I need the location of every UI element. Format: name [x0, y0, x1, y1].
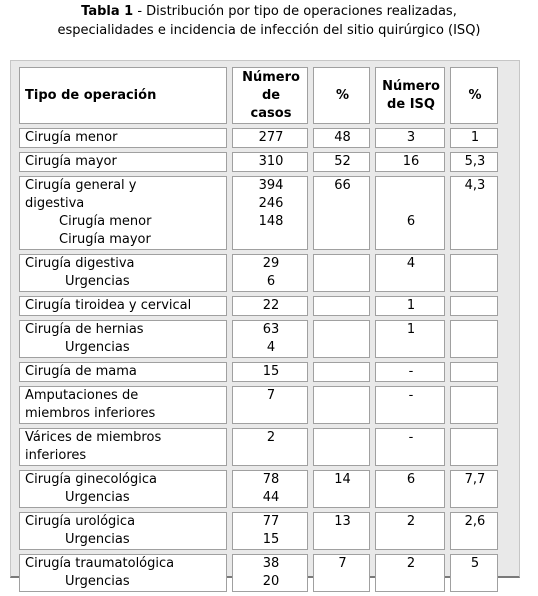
isq-pct-cell — [450, 428, 498, 466]
operation-name-cell: Cirugía tiroidea y cervical — [19, 296, 227, 316]
table-row — [19, 254, 498, 292]
cases-pct-cell — [313, 428, 370, 466]
cases-cell: 77 15 — [232, 512, 308, 550]
operation-name-cell: Várices de miembros inferiores — [19, 428, 227, 466]
header-pct-isq: % — [450, 67, 498, 124]
isq-pct-cell — [450, 362, 498, 382]
table-caption — [0, 2, 538, 40]
isq-cell: 2 — [375, 512, 445, 550]
operation-name-cell: Cirugía de hernias Urgencias — [19, 320, 227, 358]
cases-cell: 310 — [232, 152, 308, 172]
isq-cell: - — [375, 428, 445, 466]
isq-cell: 2 — [375, 554, 445, 592]
isq-pct-cell: 5,3 — [450, 152, 498, 172]
table-row — [19, 176, 498, 250]
table-row — [19, 296, 498, 316]
operation-name-cell: Cirugía digestiva Urgencias — [19, 254, 227, 292]
cases-cell: 15 — [232, 362, 308, 382]
caption-label: Tabla 1 — [81, 4, 134, 19]
cases-cell: 29 6 — [232, 254, 308, 292]
header-tipo: Tipo de operación — [19, 67, 227, 124]
isq-cell: 1 — [375, 320, 445, 358]
operation-name-cell: Cirugía general y digestiva Cirugía menor Cirugía mayor — [19, 176, 227, 250]
table-row — [19, 428, 498, 466]
cases-pct-cell — [313, 362, 370, 382]
isq-pct-cell: 5 — [450, 554, 498, 592]
caption-line1: - Distribución por tipo de operaciones realizadas, — [133, 4, 457, 19]
isq-cell: 6 — [375, 176, 445, 250]
operation-name-cell: Cirugía ginecológica Urgencias — [19, 470, 227, 508]
table-row — [19, 512, 498, 550]
cases-pct-cell: 13 — [313, 512, 370, 550]
isq-pct-cell — [450, 296, 498, 316]
header-row — [19, 67, 498, 124]
isq-pct-cell: 1 — [450, 128, 498, 148]
isq-pct-cell: 7,7 — [450, 470, 498, 508]
isq-pct-cell — [450, 320, 498, 358]
operation-name-cell: Cirugía urológica Urgencias — [19, 512, 227, 550]
isq-cell: - — [375, 362, 445, 382]
cases-cell: 7 — [232, 386, 308, 424]
cases-cell: 63 4 — [232, 320, 308, 358]
cases-pct-cell — [313, 296, 370, 316]
isq-cell: 1 — [375, 296, 445, 316]
cases-pct-cell: 14 — [313, 470, 370, 508]
header-pct-casos: % — [313, 67, 370, 124]
cases-pct-cell — [313, 254, 370, 292]
table-row — [19, 320, 498, 358]
operation-name-cell: Cirugía de mama — [19, 362, 227, 382]
isq-cell: - — [375, 386, 445, 424]
cases-pct-cell: 48 — [313, 128, 370, 148]
cases-cell: 78 44 — [232, 470, 308, 508]
isq-pct-cell — [450, 254, 498, 292]
isq-pct-cell: 4,3 — [450, 176, 498, 250]
isq-cell: 16 — [375, 152, 445, 172]
header-numero-casos: Número de casos — [232, 67, 308, 124]
operation-name-cell: Cirugía traumatológica Urgencias — [19, 554, 227, 592]
table-row — [19, 362, 498, 382]
isq-cell: 3 — [375, 128, 445, 148]
isq-cell: 4 — [375, 254, 445, 292]
table-row — [19, 470, 498, 508]
operation-name-cell: Cirugía mayor — [19, 152, 227, 172]
table-row — [19, 386, 498, 424]
operation-name-cell: Amputaciones de miembros inferiores — [19, 386, 227, 424]
operation-name-cell: Cirugía menor — [19, 128, 227, 148]
cases-pct-cell: 7 — [313, 554, 370, 592]
cases-pct-cell: 52 — [313, 152, 370, 172]
isq-cell: 6 — [375, 470, 445, 508]
cases-cell: 38 20 — [232, 554, 308, 592]
table-row — [19, 152, 498, 172]
caption-line2: especialidades e incidencia de infección del sitio quirúrgico (ISQ) — [57, 23, 481, 38]
table-row — [19, 128, 498, 148]
cases-pct-cell — [313, 386, 370, 424]
cases-pct-cell: 66 — [313, 176, 370, 250]
isq-pct-cell — [450, 386, 498, 424]
cases-pct-cell — [313, 320, 370, 358]
table-row — [19, 554, 498, 592]
cases-cell: 394 246 148 — [232, 176, 308, 250]
cases-cell: 277 — [232, 128, 308, 148]
cases-cell: 22 — [232, 296, 308, 316]
isq-pct-cell: 2,6 — [450, 512, 498, 550]
cases-cell: 2 — [232, 428, 308, 466]
header-numero-isq: Número de ISQ — [375, 67, 445, 124]
operations-table — [14, 63, 503, 596]
